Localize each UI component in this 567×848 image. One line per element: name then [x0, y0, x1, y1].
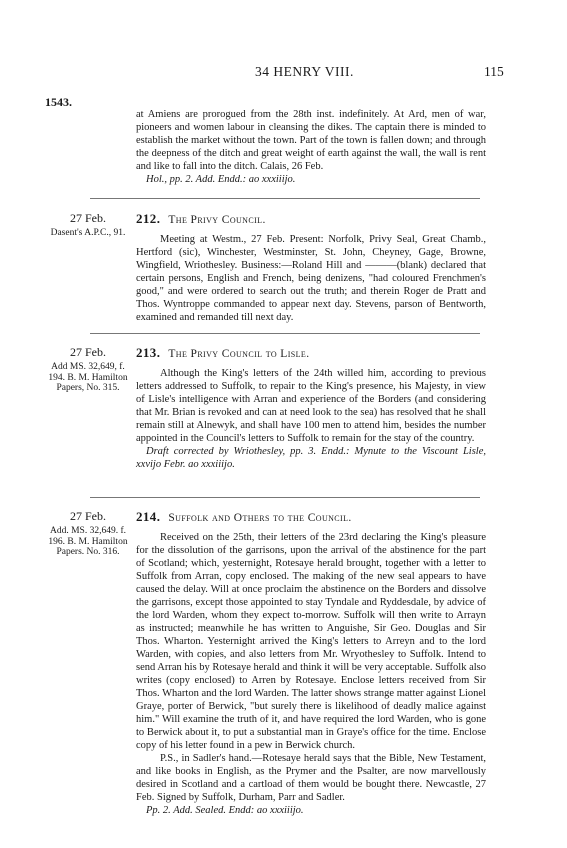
entry-source: Dasent's A.P.C., 91.	[50, 228, 126, 238]
continuation-endorsement: Hol., pp. 2. Add. Endd.: ao xxxiiijo.	[146, 174, 296, 185]
entry-endorsement: Draft corrected by Wriothesley, pp. 3. Endd.: Mynute to the Viscount Lisle, xxvijo Febr. ao xxxiiijo.	[136, 446, 486, 470]
entry-endorsement: Pp. 2. Add. Sealed. Endd: ao xxxiiijo.	[146, 805, 304, 816]
entry-heading	[136, 212, 486, 227]
entry-heading	[136, 510, 486, 525]
entry-date: 27 Feb.	[70, 211, 106, 225]
continuation-block	[136, 108, 486, 186]
entry-date: 27 Feb.	[70, 345, 106, 359]
entry-number: 212.	[136, 211, 161, 226]
entry-title: Suffolk and Others to the Council.	[168, 512, 352, 524]
page-number: 115	[484, 64, 504, 79]
entry-body: Meeting at Westm., 27 Feb. Present: Norfolk, Privy Seal, Great Chamb., Hertford (sic), Winchester, Westminster, St. John, Cheyney, Gage, Browne, Wingfield, Wriothesley. Business:—Roland Hill and ———(blank) declared that certain persons, English and French, being denizens, "had coloured Frenchmen's good," and were ordered to search out the truth; and therein Roger de Pratt and Thos. Wyntroppe commanded to appear next day. Stevens, parson of Bentworth, examined and remanded till next day.	[136, 234, 486, 323]
divider	[90, 497, 480, 498]
entry-body: Although the King's letters of the 24th willed him, according to previous letters addressed to Suffolk, to repair to the King's presence, his Majesty, in view of Lisle's intelligence with Arran and experience of the Borders (and considering that Mr. Brian is revoked and can at need look to the sea) has resolved that he shall remain still at Alnewyk, and shall have 100 men to attend him, besides the number appointed in the Council's letters to Suffolk to remain for the stay of the country.	[136, 368, 486, 444]
continuation-text: at Amiens are prorogued from the 28th inst. indefinitely. At Ard, men of war, pioneers and women labour in cleansing the dikes. The captain there is minded to establish the market without the town. Part of the town is fallen down; and through the deepness of the ditch and great weight of earth against the wall, the wall is rent and like to fall into the ditch. Calais, 26 Feb.	[136, 109, 486, 172]
year-margin	[45, 96, 131, 108]
entry-source: Add MS. 32,649, f. 194. B. M. Hamilton Papers, No. 315.	[48, 362, 128, 393]
year-label: 1543.	[45, 95, 72, 109]
entry-213	[136, 346, 486, 471]
entry-212	[136, 212, 486, 324]
entry-margin-212	[45, 212, 131, 239]
entry-heading	[136, 346, 486, 361]
header-title: 34 HENRY VIII.	[255, 64, 354, 79]
entry-title: The Privy Council to Lisle.	[168, 348, 310, 360]
entry-postscript: P.S., in Sadler's hand.—Rotesaye herald says that the Bible, New Testament, and like books in English, as the Prymer and the Psalter, are now marvellously desired in Scotland and a cartload of them would be bought there. Newcastle, 27 Feb. Signed by Suffolk, Durham, Parr and Sadler.	[136, 753, 486, 803]
divider	[90, 333, 480, 334]
entry-214	[136, 510, 486, 817]
entry-source: Add. MS. 32,649. f. 196. B. M. Hamilton Papers. No. 316.	[48, 526, 128, 557]
entry-number: 213.	[136, 345, 161, 360]
entry-title: The Privy Council.	[168, 214, 266, 226]
entry-margin-213	[45, 346, 131, 394]
entry-margin-214	[45, 510, 131, 558]
entry-body: Received on the 25th, their letters of the 23rd declaring the King's pleasure for the dissolution of the garrisons, upon the arrival of the abstinence for the part of Scotland; which, yesternight, Rotesaye herald brought, together with a letter to Suffolk from Arran, copy enclosed. The making of the new seal appears to have caused the delay. Will at once proclaim the abstinence on the Borders and dissolve the garrisons, except those appointed to stay Tyndale and Ryddesdale, by advice of the lord Warden, whom they expect to-morrow. Suffolk will then write to Arrayn as instructed; meanwhile he has written to Anguishe, Sir Geo. Douglas and Sir Thos. Wharton. Yesternight arrived the King's letters to Arreyn and to the lord Warden, with copies, and also letters from Mr. Wryothesley to Suffolk. Intend to send Arran his by Rotesaye herald and think it will be very acceptable. Suffolk also writes (copy enclosed) to Arren by Rotesaye. Enclose letters received from Sir Thos. Wharton and the lord Warden. The latter shows strange matter against Lionel Graye, porter of Berwick, "but surely there is likelihood of deadly malice against him." Will examine the truth of it, and have required the lord Warden, who is gone to Berwick about it, to put a substantial man in Graye's office for the time. Enclose copy of his letter found in a pew in Berwick church.	[136, 532, 487, 751]
divider	[90, 198, 480, 199]
entry-date: 27 Feb.	[70, 509, 106, 523]
entry-number: 214.	[136, 509, 161, 524]
